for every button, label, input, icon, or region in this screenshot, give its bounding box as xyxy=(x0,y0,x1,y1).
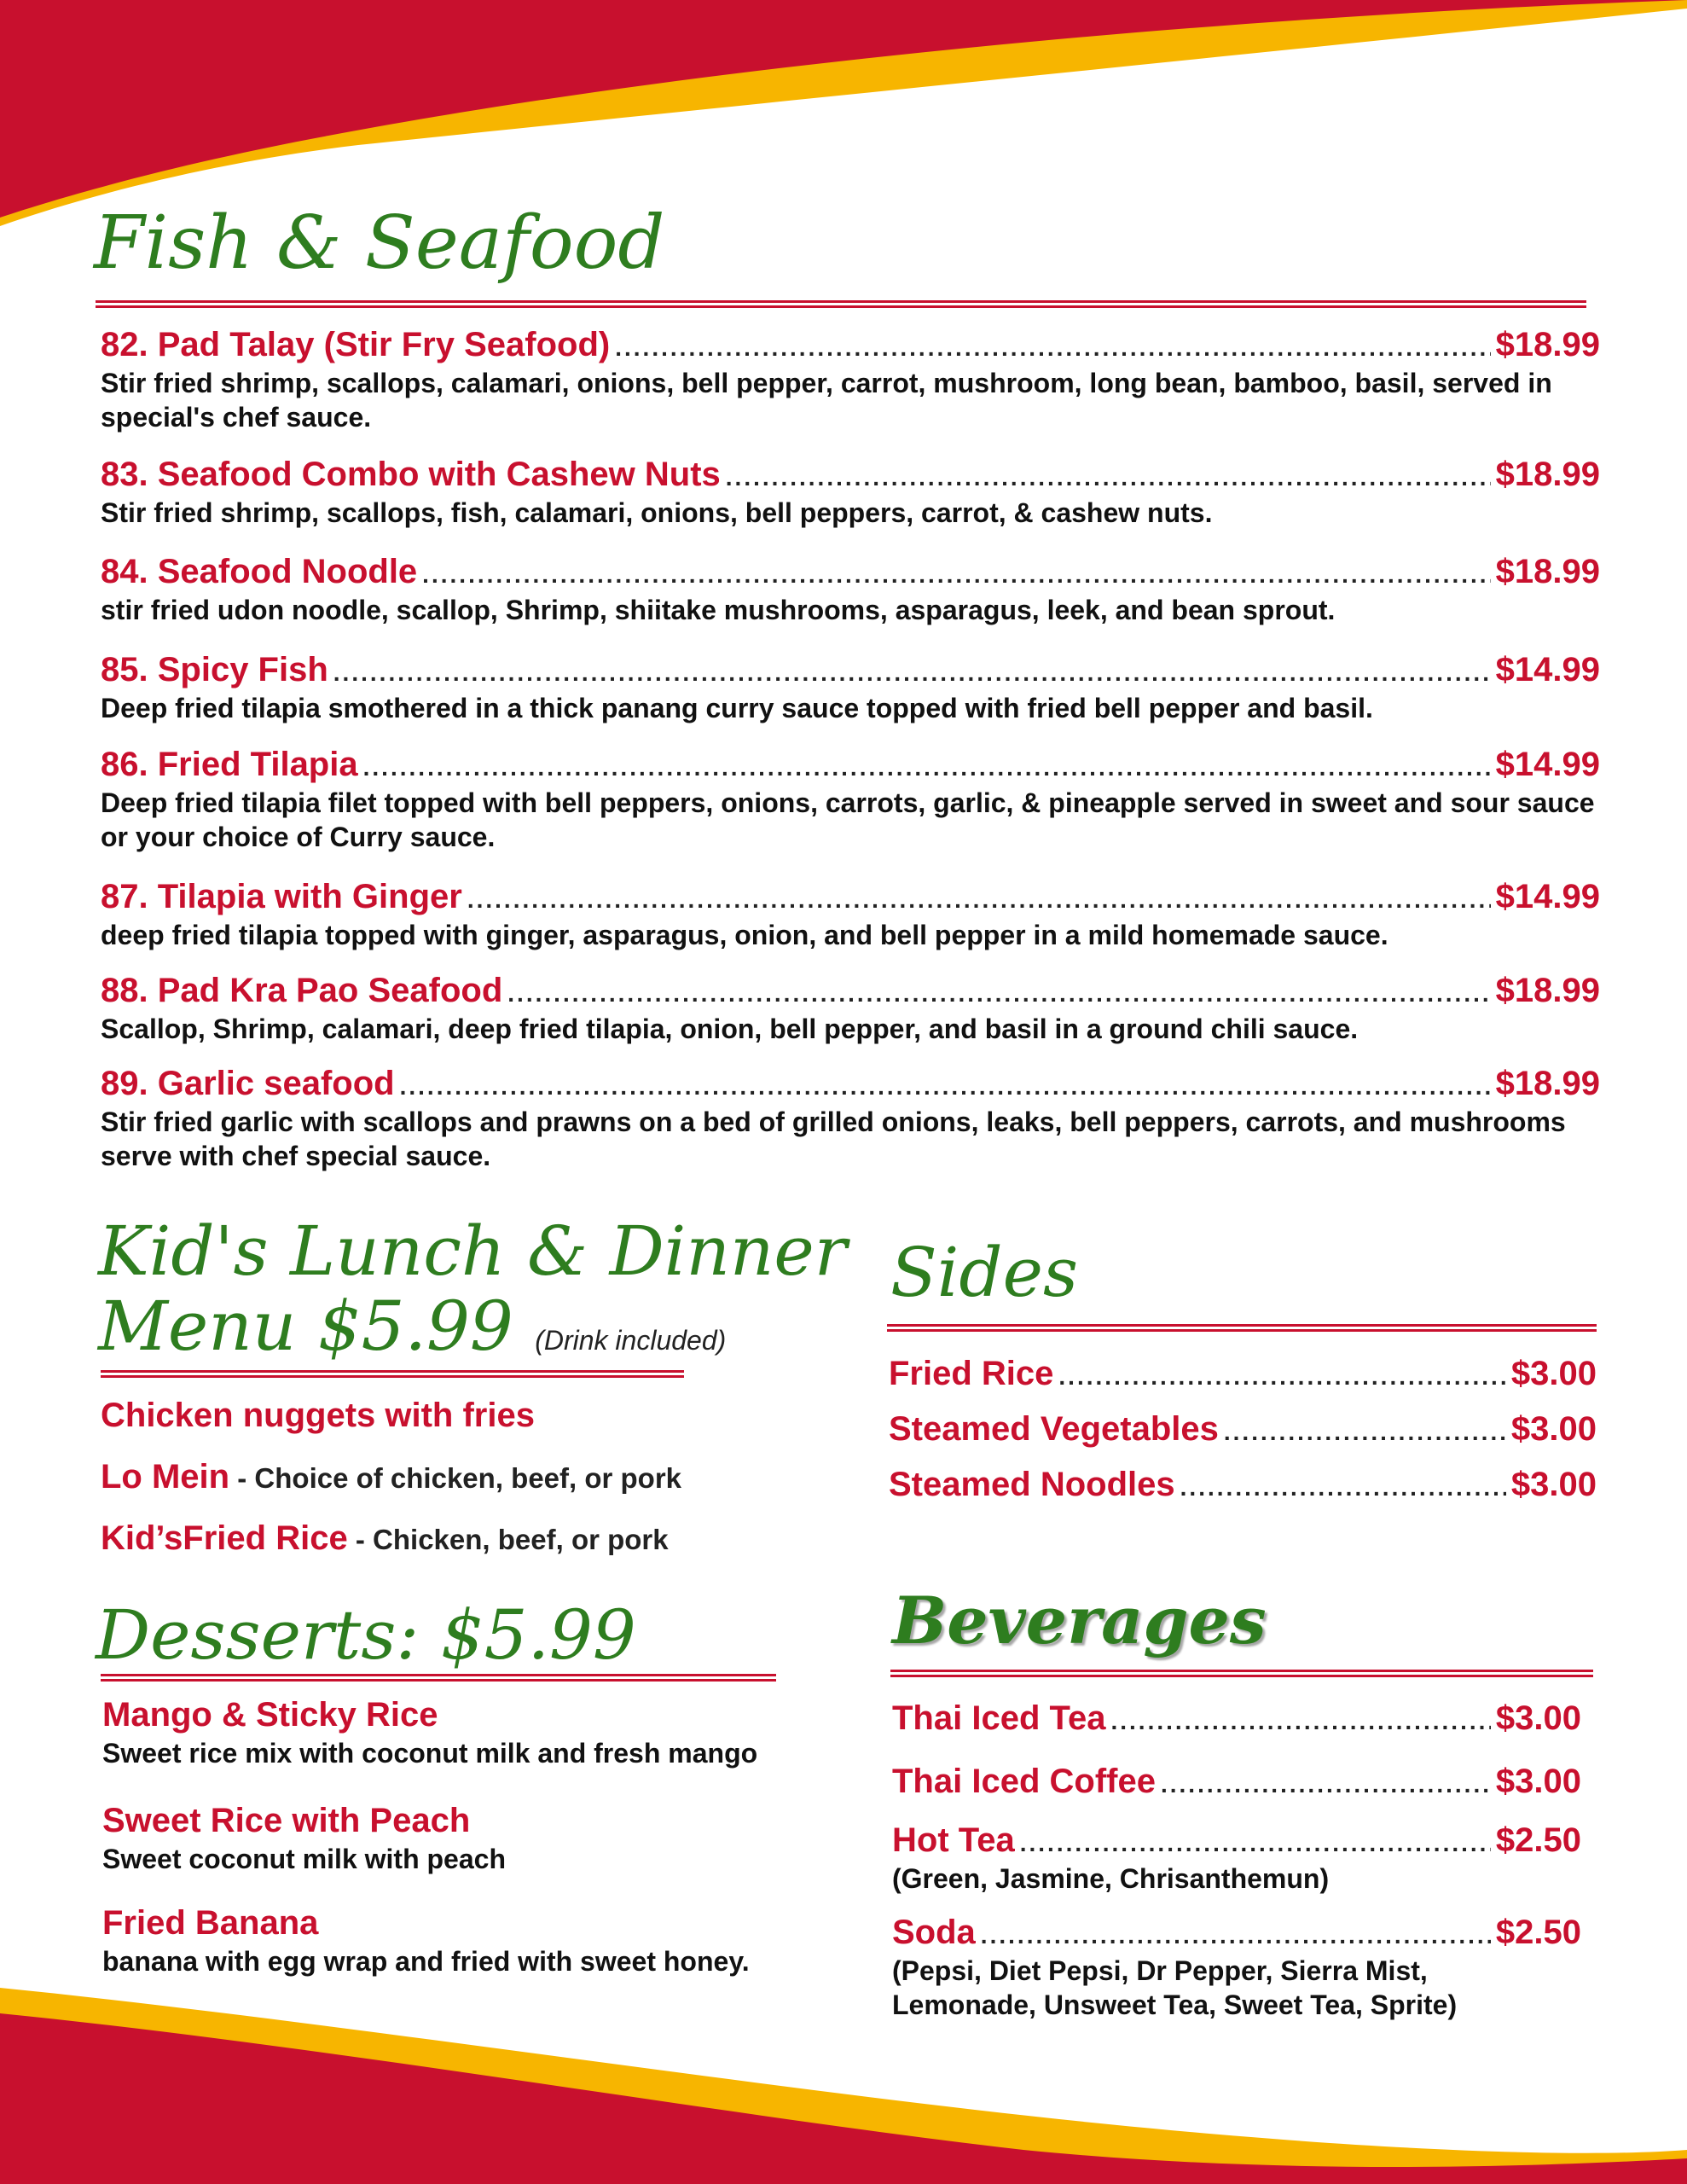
desserts-heading-rule xyxy=(101,1674,776,1682)
dessert-name: Fried Banana xyxy=(102,1904,319,1942)
fish-item xyxy=(101,651,1600,725)
fish-item-price: $14.99 xyxy=(1495,651,1600,688)
fish-item-name: 82. Pad Talay (Stir Fry Seafood) xyxy=(101,326,611,363)
kid-item-0 xyxy=(101,1397,535,1435)
dot-leader xyxy=(726,464,1491,491)
fish-item-price: $14.99 xyxy=(1495,746,1600,783)
fish-item xyxy=(101,878,1600,952)
fish-item-name: 83. Seafood Combo with Cashew Nuts xyxy=(101,456,721,493)
dot-leader xyxy=(507,980,1490,1008)
dot-leader xyxy=(363,754,1491,781)
beverages-heading: Beverages xyxy=(892,1583,1267,1658)
beverage-item-2 xyxy=(892,1821,1581,1896)
dot-leader xyxy=(981,1922,1491,1949)
side-price: $3.00 xyxy=(1510,1410,1597,1448)
sides-heading-rule xyxy=(887,1324,1597,1332)
beverage-name: Thai Iced Tea xyxy=(892,1699,1106,1737)
fish-item-price: $18.99 xyxy=(1495,553,1600,590)
fish-item-name: 86. Fried Tilapia xyxy=(101,746,358,783)
side-item-2 xyxy=(889,1466,1597,1504)
beverage-name: Thai Iced Coffee xyxy=(892,1763,1156,1800)
fish-item-desc: Stir fried garlic with scallops and prawns on a bed of grilled onions, leaks, bell peppers, carrots, and mushrooms serve with chef special sauce. xyxy=(101,1107,1566,1171)
dot-leader xyxy=(1180,1474,1506,1502)
fish-item-price: $18.99 xyxy=(1495,972,1600,1009)
fish-seafood-heading: Fish & Seafood xyxy=(94,200,665,286)
fish-heading-rule xyxy=(96,300,1586,308)
beverage-desc: (Green, Jasmine, Chrisanthemun) xyxy=(892,1863,1330,1894)
dessert-desc: banana with egg wrap and fried with sweet honey. xyxy=(102,1946,750,1977)
dessert-item-2 xyxy=(102,1904,750,1978)
dessert-name: Mango & Sticky Rice xyxy=(102,1696,438,1734)
dessert-item-1 xyxy=(102,1802,506,1876)
side-price: $3.00 xyxy=(1510,1466,1597,1503)
dot-leader xyxy=(422,561,1490,589)
beverage-name: Hot Tea xyxy=(892,1821,1015,1859)
dessert-item-0 xyxy=(102,1696,757,1770)
fish-item xyxy=(101,746,1600,854)
kid-item-name: Lo Mein xyxy=(101,1458,230,1496)
dot-leader xyxy=(1161,1771,1491,1798)
fish-item-desc: Deep fried tilapia smothered in a thick panang curry sauce topped with fried bell pepper and basil. xyxy=(101,693,1373,723)
side-price: $3.00 xyxy=(1510,1355,1597,1392)
beverage-item-3 xyxy=(892,1914,1581,2022)
fish-item xyxy=(101,456,1600,530)
fish-item-name: 88. Pad Kra Pao Seafood xyxy=(101,972,503,1009)
beverage-price: $2.50 xyxy=(1495,1914,1581,1951)
kid-item-extra: - Choice of chicken, beef, or pork xyxy=(229,1462,682,1494)
fish-item-name: 84. Seafood Noodle xyxy=(101,553,418,590)
fish-item-desc: deep fried tilapia topped with ginger, asparagus, onion, and bell pepper in a mild homemade sauce. xyxy=(101,920,1388,950)
beverage-item-1 xyxy=(892,1763,1581,1801)
kids-heading-line1: Kid's Lunch & Dinner xyxy=(98,1211,847,1291)
beverage-item-0 xyxy=(892,1699,1581,1738)
kids-heading-line2 xyxy=(98,1287,726,1366)
kid-item-2 xyxy=(101,1519,669,1558)
fish-item-price: $18.99 xyxy=(1495,1065,1600,1102)
kid-item-extra: - Chicken, beef, or pork xyxy=(347,1524,669,1555)
fish-item-desc: Scallop, Shrimp, calamari, deep fried tilapia, onion, bell pepper, and basil in a ground chili sauce. xyxy=(101,1014,1359,1044)
side-name: Steamed Noodles xyxy=(889,1466,1175,1503)
dot-leader xyxy=(467,886,1491,914)
fish-item-desc: Stir fried shrimp, scallops, fish, calamari, onions, bell peppers, carrot, & cashew nuts. xyxy=(101,497,1213,528)
kid-item-1 xyxy=(101,1458,681,1496)
dessert-desc: Sweet rice mix with coconut milk and fresh mango xyxy=(102,1738,758,1769)
beverage-price: $3.00 xyxy=(1495,1699,1581,1737)
beverage-name: Soda xyxy=(892,1914,976,1951)
fish-item-price: $18.99 xyxy=(1495,456,1600,493)
beverage-price: $2.50 xyxy=(1495,1821,1581,1859)
fish-item-desc: Deep fried tilapia filet topped with bell peppers, onions, carrots, garlic, & pineapple served in sweet and sour sauce or your choice of Curry sauce. xyxy=(101,787,1595,852)
fish-item-desc: Stir fried shrimp, scallops, calamari, onions, bell pepper, carrot, mushroom, long bean, bamboo, basil, served in special's chef sauce. xyxy=(101,368,1552,433)
kid-item-name: Chicken nuggets with fries xyxy=(101,1397,535,1434)
kids-drink-note: (Drink included) xyxy=(535,1325,727,1356)
fish-item-desc: stir fried udon noodle, scallop, Shrimp, shiitake mushrooms, asparagus, leek, and bean sprout. xyxy=(101,595,1336,625)
side-item-0 xyxy=(889,1355,1597,1393)
beverage-price: $3.00 xyxy=(1495,1763,1581,1800)
kid-item-name: Kid’sFried Rice xyxy=(101,1519,348,1557)
sides-heading: Sides xyxy=(890,1233,1078,1312)
fish-item-price: $18.99 xyxy=(1495,326,1600,363)
dot-leader xyxy=(400,1073,1491,1101)
dot-leader xyxy=(333,659,1491,687)
dot-leader xyxy=(615,334,1490,362)
fish-item xyxy=(101,1065,1600,1173)
fish-item xyxy=(101,553,1600,627)
beverages-heading-rule xyxy=(890,1670,1593,1677)
kids-heading-rule xyxy=(101,1370,684,1378)
side-name: Fried Rice xyxy=(889,1355,1054,1392)
side-item-1 xyxy=(889,1410,1597,1449)
fish-item-name: 85. Spicy Fish xyxy=(101,651,328,688)
dot-leader xyxy=(1020,1830,1491,1857)
desserts-heading: Desserts: $5.99 xyxy=(96,1595,636,1675)
fish-item xyxy=(101,326,1600,434)
dessert-desc: Sweet coconut milk with peach xyxy=(102,1844,506,1874)
fish-item-name: 89. Garlic seafood xyxy=(101,1065,395,1102)
kids-heading-price: Menu $5.99 xyxy=(98,1287,513,1366)
fish-item-name: 87. Tilapia with Ginger xyxy=(101,878,462,915)
dessert-name: Sweet Rice with Peach xyxy=(102,1802,471,1839)
dot-leader xyxy=(1110,1708,1490,1735)
dot-leader xyxy=(1058,1363,1505,1391)
side-name: Steamed Vegetables xyxy=(889,1410,1219,1448)
fish-item-price: $14.99 xyxy=(1495,878,1600,915)
fish-item xyxy=(101,972,1600,1046)
dot-leader xyxy=(1224,1419,1506,1446)
beverage-desc: (Pepsi, Diet Pepsi, Dr Pepper, Sierra Mist, Lemonade, Unsweet Tea, Sweet Tea, Sprite) xyxy=(892,1955,1458,2020)
